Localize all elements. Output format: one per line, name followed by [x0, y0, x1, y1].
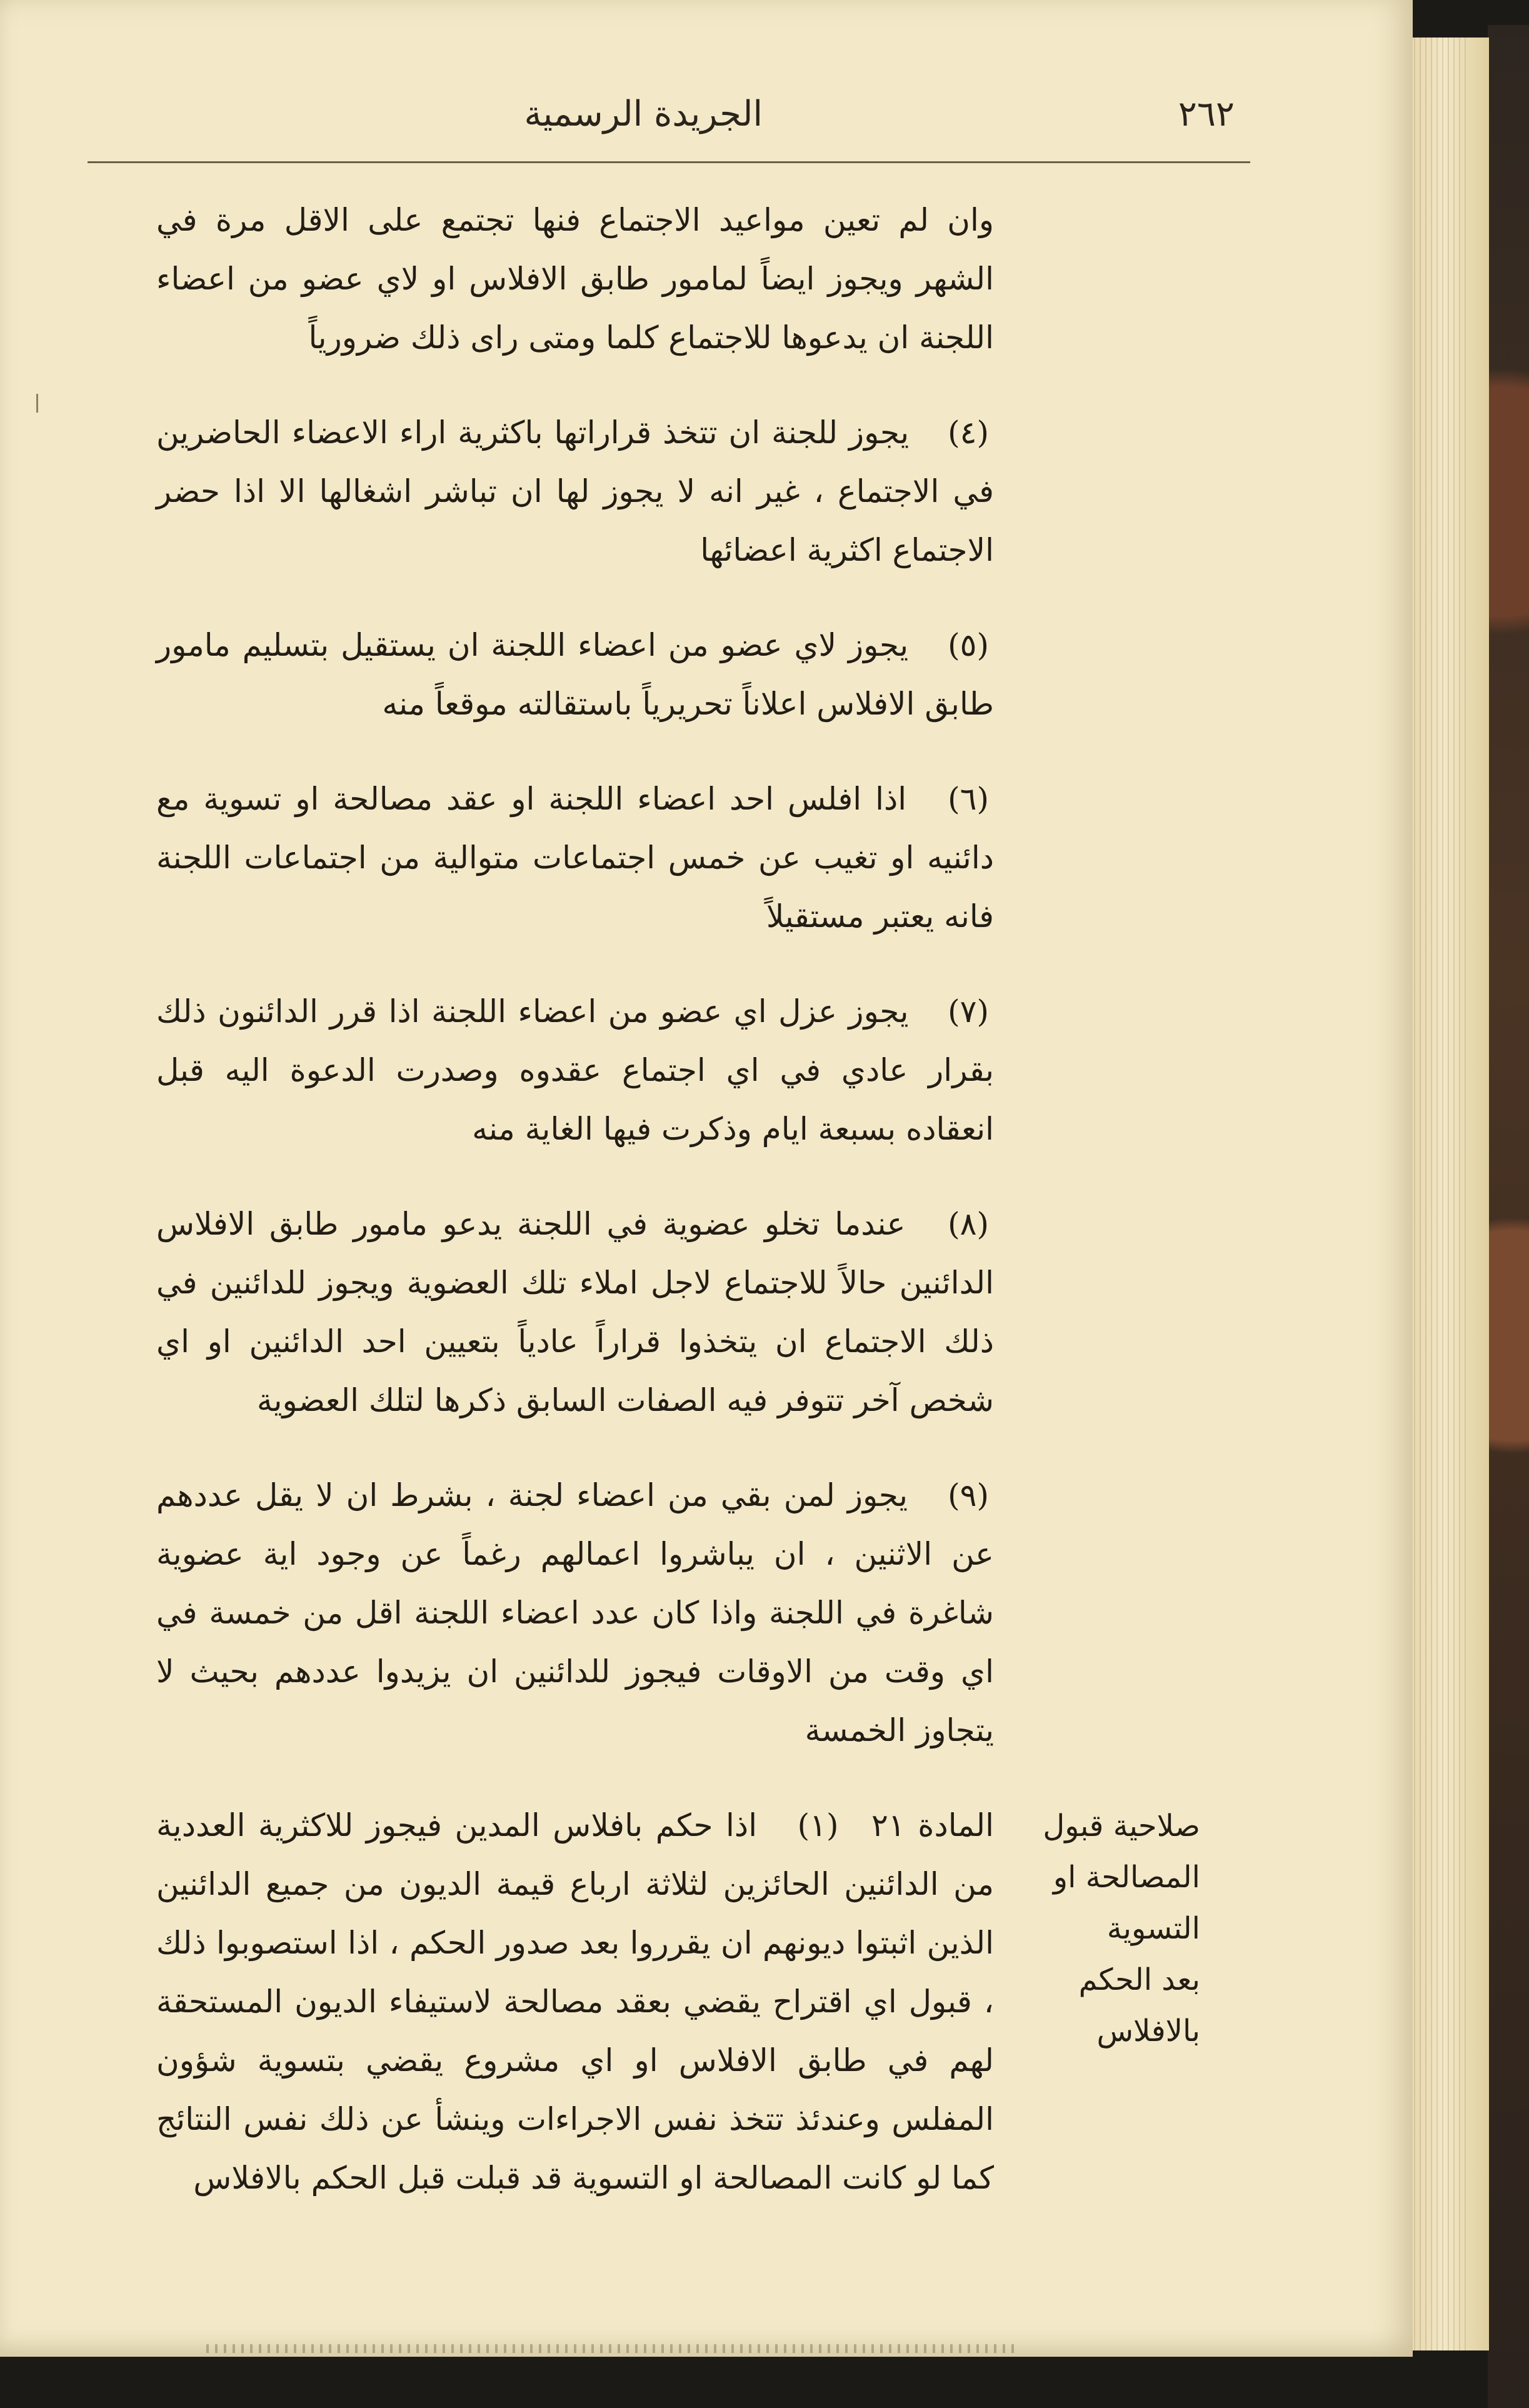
article-21 [156, 1796, 994, 2207]
clause-number: (١) [797, 1807, 839, 1844]
paragraph-4 [156, 403, 994, 579]
page-number: ٢٦٢ [1178, 94, 1235, 134]
paragraph-9 [156, 1466, 994, 1760]
clause-number: (٧) [948, 993, 989, 1030]
paragraph-text: يجوز للجنة ان تتخذ قراراتها باكثرية اراء الاعضاء الحاضرين في الاجتماع ، غير انه لا يجوز لها ان تباشر اشغالها الا اذا حضر الاجتماع اكثرية اعضائها [156, 414, 994, 568]
clause-number: (٦) [948, 781, 989, 817]
clause-number: (٩) [948, 1477, 989, 1513]
clause-number: (٤) [948, 414, 989, 451]
paragraph-text: يجوز لمن بقي من اعضاء لجنة ، بشرط ان لا يقل عددهم عن الاثنين ، ان يباشروا اعمالهم رغماً عن وجود اية عضوية شاغرة في اللجنة واذا كان عدد اعضاء اللجنة اقل من خمسة في اي وقت من الاوقات فيجوز للدائنين ان يزيدوا عددهم بحيث لا يتجاوز الخمسة [156, 1477, 994, 1748]
paragraph-continuation [156, 191, 994, 367]
paragraph-text: عندما تخلو عضوية في اللجنة يدعو مامور طابق الافلاس الدائنين حالاً للاجتماع لاجل املاء تلك العضوية ويجوز للدائنين في ذلك الاجتماع ان يتخذوا قراراً عادياً بتعيين احد الدائنين او اي شخص آخر تتوفر فيه الصفات السابق ذكرها لتلك العضوية [156, 1206, 994, 1418]
margin-note [1013, 1800, 1200, 2057]
article-label: المادة ٢١ [871, 1807, 994, 1844]
paragraph-text: يجوز لاي عضو من اعضاء اللجنة ان يستقيل بتسليم مامور طابق الافلاس اعلاناً تحريرياً باستقالته موقعاً منه [156, 627, 994, 722]
paragraph-7 [156, 982, 994, 1158]
paragraph-6 [156, 770, 994, 946]
margin-mark [36, 394, 38, 413]
article-text: اذا حكم بافلاس المدين فيجوز للاكثرية العددية من الدائنين الحائزين لثلاثة ارباع قيمة الديون من جميع الدائنين الذين اثبتوا ديونهم ان يقرروا بعد صدور الحكم ، اذا استصوبوا ذلك ، قبول اي اقتراح يقضي بعقد مصالحة لاستيفاء الديون المستحقة لهم في طابق الافلاس او اي مشروع يقضي بتسوية شؤون المفلس وعندئذ تتخذ نفس الاجراءات وينشأ عن ذلك نفس النتائج كما لو كانت المصالحة او التسوية قد قبلت قبل الحكم بالافلاس [156, 1807, 994, 2196]
paragraph-text: وان لم تعين مواعيد الاجتماع فنها تجتمع على الاقل مرة في الشهر ويجوز ايضاً لمامور طابق الافلاس او لاي عضو من اعضاء اللجنة ان يدعوها للاجتماع كلما ومتى راى ذلك ضرورياً [156, 202, 994, 356]
paragraph-8 [156, 1195, 994, 1430]
page-header [88, 94, 1250, 163]
margin-note-line: المصالحة او التسوية [1053, 1860, 1200, 1946]
margin-note-line: صلاحية قبول [1043, 1809, 1200, 1844]
body-text [156, 191, 994, 2244]
running-title: الجريدة الرسمية [524, 94, 763, 134]
page-wear-marks [206, 2344, 1019, 2353]
margin-note-line: بعد الحكم بالافلاس [1078, 1962, 1200, 2049]
paragraph-text: يجوز عزل اي عضو من اعضاء اللجنة اذا قرر الدائنون ذلك بقرار عادي في اي اجتماع عقدوه وصدرت الدعوة اليه قبل انعقاده بسبعة ايام وذكرت فيها الغاية منه [156, 993, 994, 1147]
paragraph-text: اذا افلس احد اعضاء اللجنة او عقد مصالحة او تسوية مع دائنيه او تغيب عن خمس اجتماعات متوالية من اجتماعات اللجنة فانه يعتبر مستقيلاً [156, 781, 994, 935]
clause-number: (٥) [948, 627, 989, 663]
header-rule [88, 161, 1250, 163]
paragraph-5 [156, 616, 994, 733]
book-cover-edge [1488, 25, 1529, 2408]
clause-number: (٨) [948, 1206, 989, 1242]
